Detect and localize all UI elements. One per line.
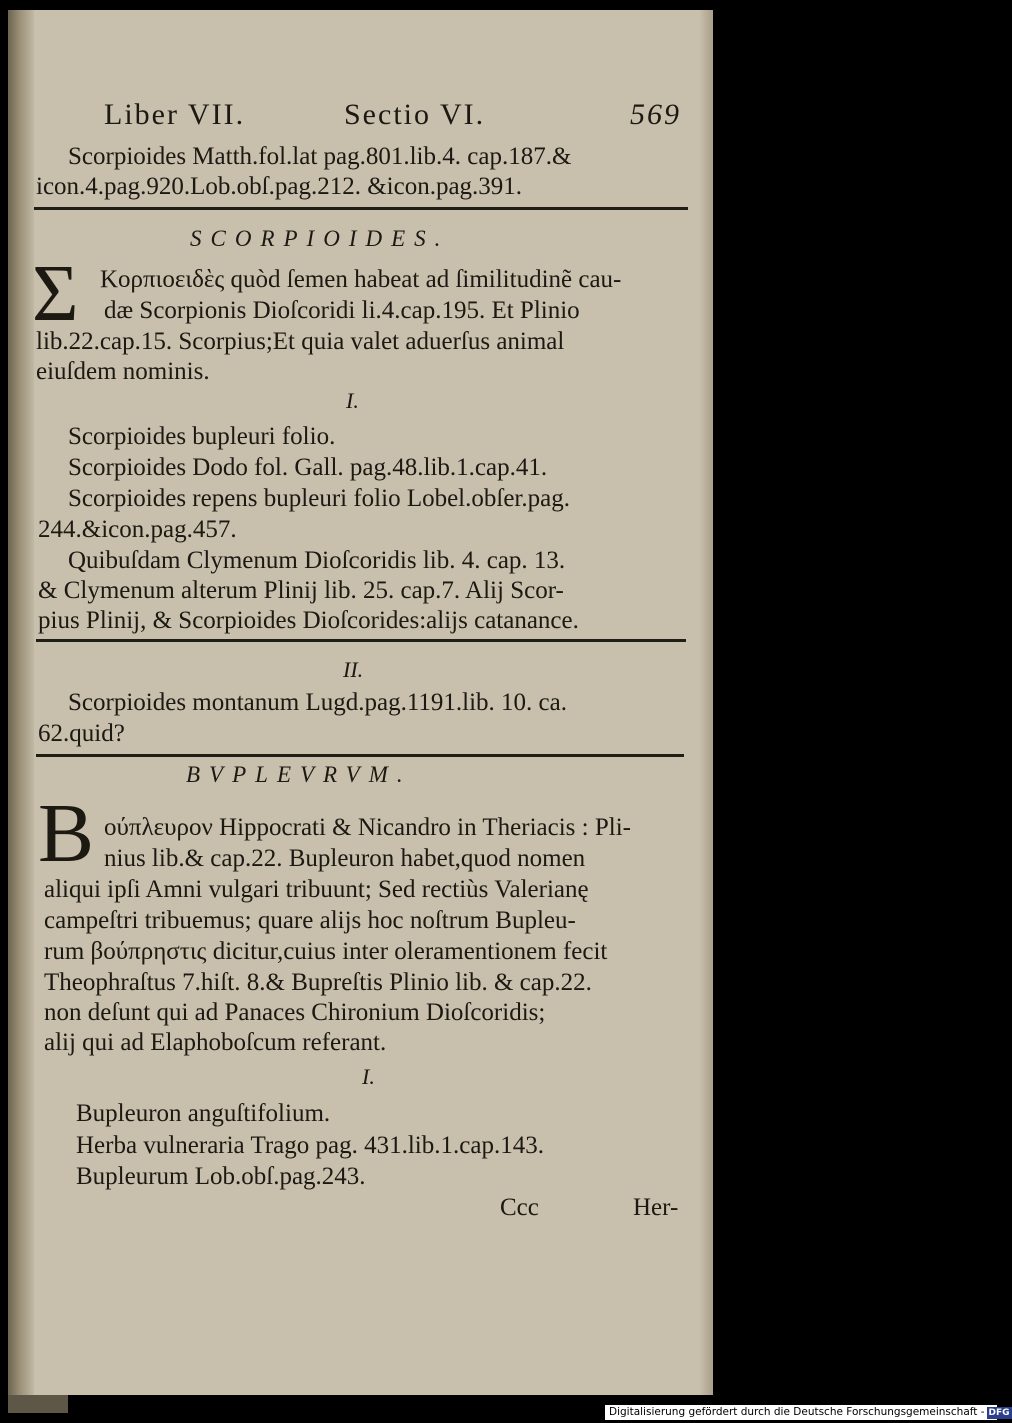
subsection-numeral: I. (346, 388, 359, 413)
text-line: alij qui ad Elaphoboſcum referant. (44, 1029, 387, 1056)
text-line: ούπλευρον Hippocrati & Nicandro in Theriacis : Pli- (104, 814, 631, 841)
text-line: pius Plinij, & Scorpioides Dioſcorides:alijs catanance. (38, 607, 579, 634)
catchword: Her- (633, 1194, 679, 1221)
text-line: Κορπιοειδὲς quòd ſemen habeat ad ſimilitudinẽ cau- (100, 266, 622, 293)
text-line: dæ Scorpionis Dioſcoridi li.4.cap.195. Et Plinio (104, 297, 580, 324)
text-line: Scorpioides Dodo fol. Gall. pag.48.lib.1.cap.41. (68, 454, 548, 481)
page-number: 569 (630, 98, 681, 131)
text-line: Bupleuron anguſtifolium. (76, 1100, 331, 1127)
footer-text: Digitalisierung gefördert durch die Deutsche Forschungsgemeinschaft - (609, 1406, 985, 1418)
text-line: 244.&icon.pag.457. (38, 516, 237, 543)
section-title-scorpioides: SCORPIOIDES. (190, 226, 450, 251)
text-line: Theophraſtus 7.hiſt. 8.& Bupreſtis Plinio lib. & cap.22. (44, 969, 592, 996)
funding-footer (605, 1405, 1010, 1420)
text-line: nius lib.& cap.22. Bupleuron habet,quod nomen (104, 845, 586, 872)
section-title-bupleurum: BVPLEVRVM. (186, 762, 412, 787)
text-line: Scorpioides repens bupleuri folio Lobel.obſer.pag. (68, 485, 570, 512)
text-line: Scorpioides bupleuri folio. (68, 423, 336, 450)
text-line: Bupleurum Lob.obſ.pag.243. (76, 1163, 366, 1190)
binding-fragment (8, 1395, 68, 1413)
text-line: lib.22.cap.15. Scorpius;Et quia valet aduerſus animal (36, 328, 565, 355)
dfg-logo: DFG (988, 1408, 1010, 1418)
subsection-numeral: II. (343, 657, 364, 682)
running-head-sectio: Sectio VI. (344, 98, 486, 131)
section-rule (34, 207, 688, 210)
subsection-numeral: I. (362, 1064, 375, 1089)
initial-sigma: Σ (32, 250, 79, 338)
page-edge (699, 10, 713, 1395)
text-line: Herba vulneraria Trago pag. 431.lib.1.cap.143. (76, 1132, 544, 1159)
text-line: Scorpioides montanum Lugd.pag.1191.lib. 10. ca. (68, 689, 567, 716)
text-line: campeſtri tribuemus; quare alijs hoc noſtrum Bupleu- (44, 907, 576, 934)
text-line: eiuſdem nominis. (36, 358, 210, 385)
text-line: icon.4.pag.920.Lob.obſ.pag.212. &icon.pag.391. (36, 173, 523, 200)
book-spine (8, 10, 34, 1395)
text-line: & Clymenum alterum Plinij lib. 25. cap.7. Alij Scor- (38, 577, 564, 604)
running-head-liber: Liber VII. (104, 98, 246, 131)
text-line: Quibuſdam Clymenum Dioſcoridis lib. 4. cap. 13. (68, 547, 566, 574)
section-rule (36, 754, 684, 757)
signature-mark: Ccc (500, 1194, 539, 1221)
initial-b: B (38, 787, 95, 880)
text-line: 62.quid? (38, 720, 125, 747)
text-line: Scorpioides Matth.fol.lat pag.801.lib.4. cap.187.& (68, 143, 572, 170)
text-line: aliqui ipſi Amni vulgari tribuunt; Sed rectiùs Valerianę (44, 876, 589, 903)
text-line: rum βούπρηστις dicitur,cuius inter oleramentionem fecit (44, 938, 608, 965)
text-line: non deſunt qui ad Panaces Chironium Dioſcoridis; (44, 999, 546, 1026)
section-rule (36, 639, 686, 642)
